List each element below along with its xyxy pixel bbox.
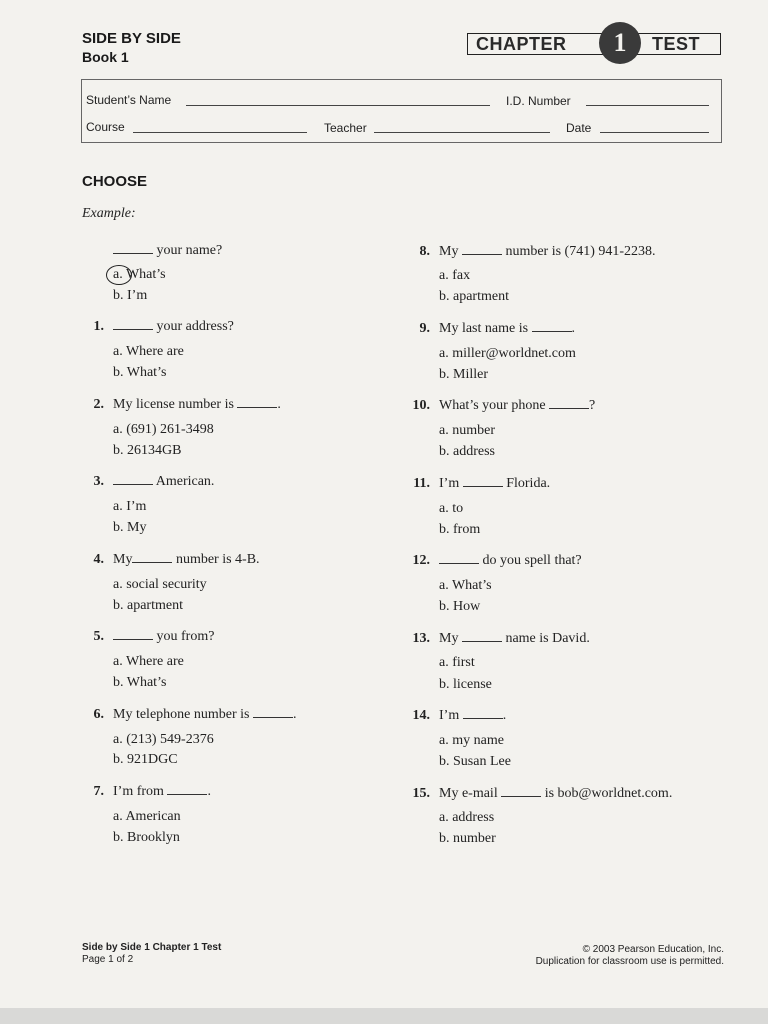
id-number-field[interactable]	[586, 105, 709, 106]
course-field[interactable]	[133, 132, 307, 133]
question-9-prompt	[439, 321, 575, 337]
prompt-text: I’m from	[113, 784, 164, 799]
prompt-text: My	[439, 244, 459, 259]
question-9-option-a[interactable]: a. miller@worldnet.com	[439, 346, 576, 361]
question-number: 13.	[412, 631, 430, 646]
question-number: 14.	[412, 708, 430, 723]
question-6-option-b[interactable]: b. 921DGC	[113, 752, 178, 767]
question-13-option-a[interactable]: a. first	[439, 655, 475, 670]
question-3-option-b[interactable]: b. My	[113, 520, 147, 535]
question-number: 4.	[93, 552, 104, 567]
question-12-option-b[interactable]: b. How	[439, 599, 481, 614]
answer-blank[interactable]	[532, 321, 572, 332]
question-7-prompt	[113, 784, 211, 800]
answer-blank[interactable]	[113, 319, 153, 330]
answer-blank[interactable]	[462, 631, 502, 642]
student-name-label: Student’s Name	[86, 93, 172, 107]
question-2-option-b[interactable]: b. 26134GB	[113, 443, 182, 458]
question-10-prompt	[439, 398, 595, 414]
prompt-text: American.	[155, 474, 215, 489]
question-15-option-b[interactable]: b. number	[439, 831, 496, 846]
answer-blank[interactable]	[113, 629, 153, 640]
question-11-prompt	[439, 476, 550, 492]
answer-blank[interactable]	[113, 474, 153, 485]
prompt-text: .	[571, 321, 576, 336]
student-name-field[interactable]	[186, 105, 490, 106]
question-13-option-b[interactable]: b. license	[439, 677, 492, 692]
question-7-option-b[interactable]: b. Brooklyn	[113, 830, 180, 845]
question-8-prompt	[439, 244, 656, 260]
prompt-text: name is David.	[505, 631, 590, 646]
example-option-b: b. I’m	[113, 288, 148, 303]
prompt-text: .	[502, 708, 507, 723]
prompt-text: number is 4-B.	[175, 552, 260, 567]
question-5-prompt	[113, 629, 214, 645]
prompt-text: number is (741) 941-2238.	[505, 244, 656, 259]
question-9-option-b[interactable]: b. Miller	[439, 367, 488, 382]
question-12-option-a[interactable]: a. What’s	[439, 578, 492, 593]
question-4-option-a[interactable]: a. social security	[113, 577, 207, 592]
question-10-option-b[interactable]: b. address	[439, 444, 495, 459]
id-number-label: I.D. Number	[506, 94, 571, 108]
prompt-text: Florida.	[506, 476, 551, 491]
answer-blank[interactable]	[237, 397, 277, 408]
question-10-option-a[interactable]: a. number	[439, 423, 495, 438]
prompt-text: My	[113, 552, 133, 567]
prompt-text: .	[207, 784, 211, 799]
question-number: 12.	[412, 553, 430, 568]
footer-title: Side by Side 1 Chapter 1 Test	[82, 942, 222, 953]
date-label: Date	[566, 121, 592, 135]
date-field[interactable]	[600, 132, 709, 133]
prompt-text: .	[277, 397, 281, 412]
question-4-prompt	[113, 552, 260, 568]
question-3-prompt	[113, 474, 214, 490]
question-4-option-b[interactable]: b. apartment	[113, 598, 183, 613]
example-label: Example:	[82, 206, 136, 221]
prompt-text: What’s your phone	[439, 398, 546, 413]
question-6-option-a[interactable]: a. (213) 549-2376	[113, 732, 214, 747]
question-11-option-b[interactable]: b. from	[439, 522, 481, 537]
question-14-prompt	[439, 708, 506, 724]
question-6-prompt	[113, 707, 296, 723]
question-number: 11.	[413, 476, 430, 491]
question-1-option-a[interactable]: a. Where are	[113, 344, 184, 359]
answer-blank[interactable]	[501, 786, 541, 797]
prompt-text: your address?	[156, 319, 234, 334]
question-11-option-a[interactable]: a. to	[439, 501, 464, 516]
prompt-text: My telephone number is	[113, 707, 250, 722]
question-8-option-a[interactable]: a. fax	[439, 268, 471, 283]
example-prompt	[113, 243, 222, 259]
question-number: 6.	[93, 707, 104, 722]
example-prompt-text: your name?	[156, 243, 223, 258]
prompt-text: is bob@worldnet.com.	[544, 786, 673, 801]
prompt-text: I’m	[439, 476, 460, 491]
prompt-text: My e-mail	[439, 786, 498, 801]
question-number: 5.	[93, 629, 104, 644]
teacher-label: Teacher	[324, 121, 367, 135]
answer-blank[interactable]	[439, 553, 479, 564]
question-number: 15.	[412, 786, 430, 801]
footer-page-number: Page 1 of 2	[82, 954, 134, 965]
question-12-prompt	[439, 553, 582, 569]
question-number: 8.	[419, 244, 430, 259]
answer-blank[interactable]	[463, 476, 503, 487]
question-number: 10.	[412, 398, 430, 413]
answer-blank[interactable]	[463, 708, 503, 719]
prompt-text: .	[292, 707, 297, 722]
question-3-option-a[interactable]: a. I’m	[113, 499, 147, 514]
answer-blank[interactable]	[167, 784, 207, 795]
footer-copyright: © 2003 Pearson Education, Inc.	[582, 944, 724, 955]
prompt-text: My last name is	[439, 321, 529, 336]
prompt-text: My license number is	[113, 397, 234, 412]
question-14-option-a[interactable]: a. my name	[439, 733, 504, 748]
question-14-option-b[interactable]: b. Susan Lee	[439, 754, 511, 769]
prompt-text: you from?	[156, 629, 215, 644]
course-label: Course	[86, 120, 125, 134]
question-2-prompt	[113, 397, 281, 413]
question-number: 3.	[93, 474, 104, 489]
question-2-option-a[interactable]: a. (691) 261-3498	[113, 422, 214, 437]
question-13-prompt	[439, 631, 590, 647]
answer-blank[interactable]	[462, 244, 502, 255]
series-title: SIDE BY SIDE	[82, 30, 181, 47]
question-number: 7.	[93, 784, 104, 799]
prompt-text: do you spell that?	[482, 553, 582, 568]
question-5-option-b[interactable]: b. What’s	[113, 675, 167, 690]
question-number: 1.	[93, 319, 104, 334]
question-7-option-a[interactable]: a. American	[113, 809, 181, 824]
chapter-word: CHAPTER	[476, 34, 567, 54]
question-1-prompt	[113, 319, 234, 335]
question-number: 9.	[419, 321, 430, 336]
question-1-option-b[interactable]: b. What’s	[113, 365, 167, 380]
question-8-option-b[interactable]: b. apartment	[439, 289, 509, 304]
prompt-text: I’m	[439, 708, 460, 723]
answer-blank[interactable]	[113, 243, 153, 254]
question-15-option-a[interactable]: a. address	[439, 810, 495, 825]
section-title: CHOOSE	[82, 173, 148, 190]
prompt-text: My	[439, 631, 459, 646]
example-option-a: a. What’s	[113, 267, 166, 282]
question-15-prompt	[439, 786, 672, 802]
book-label: Book 1	[82, 49, 129, 65]
answer-blank[interactable]	[253, 707, 293, 718]
teacher-field[interactable]	[374, 132, 550, 133]
chapter-number-badge: 1	[599, 22, 641, 64]
footer-permission: Duplication for classroom use is permitted.	[535, 956, 724, 967]
student-info-box	[81, 79, 722, 143]
answer-blank[interactable]	[549, 398, 589, 409]
question-5-option-a[interactable]: a. Where are	[113, 654, 184, 669]
prompt-text: ?	[589, 398, 596, 413]
question-number: 2.	[93, 397, 104, 412]
test-word: TEST	[652, 34, 701, 54]
answer-blank[interactable]	[132, 552, 172, 563]
